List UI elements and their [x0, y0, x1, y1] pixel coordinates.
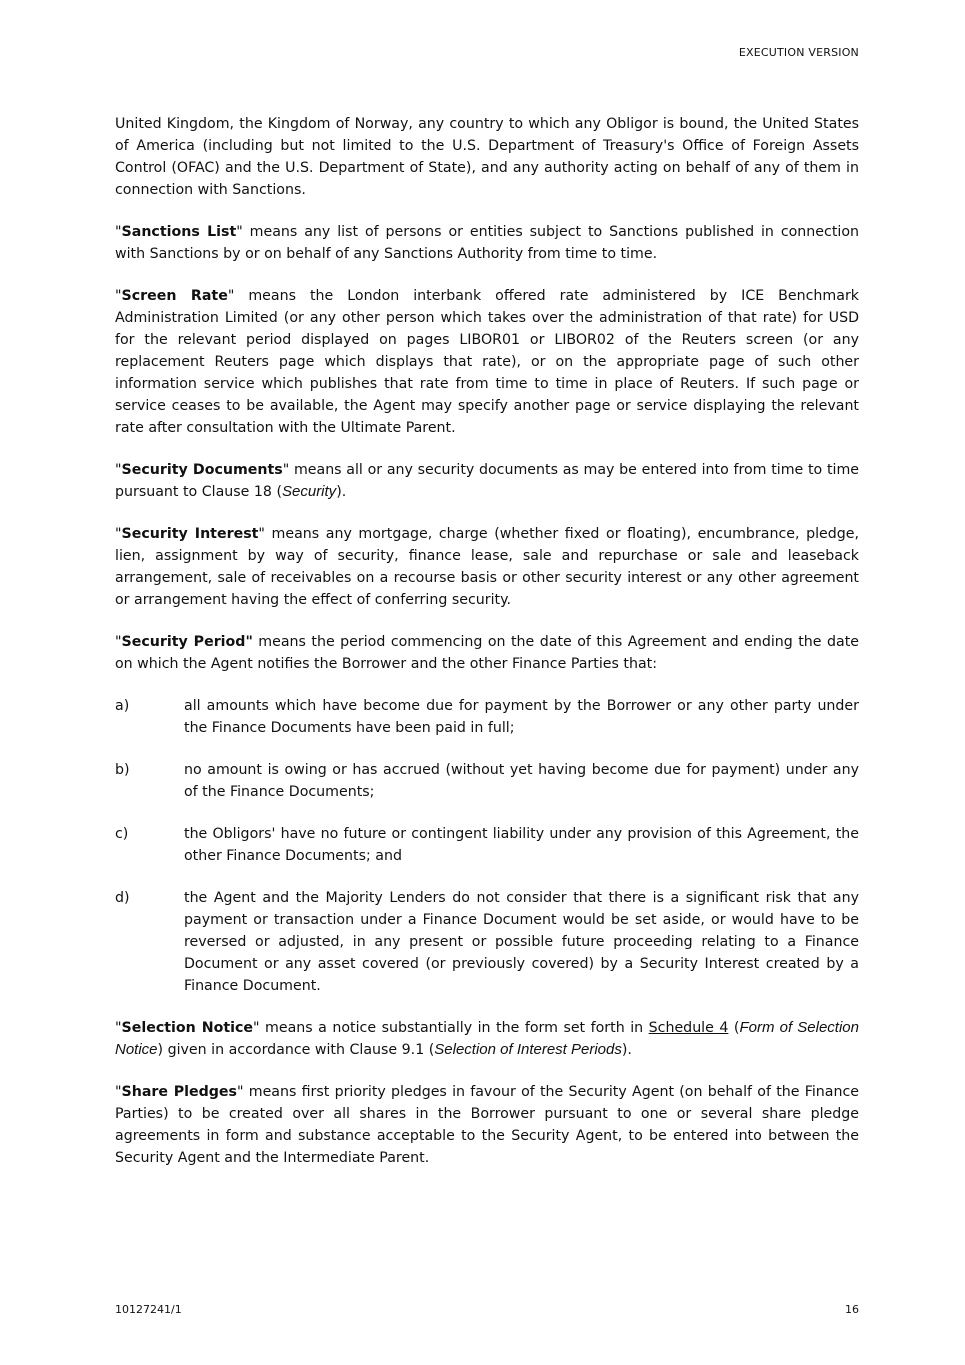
text-run: " means the London interbank offered rate administered by ICE Benchmark Administration Limited (or any other person which takes over the administration of that rate) for USD for the relevant period displayed on pages LIBOR01 or LIBOR02 of the Reuters screen (or any replacement Reuters page which displays that rate), or on the appropriate page of such other information service which publishes that rate from time to time in place of Reuters. If such page or service ceases to be available, the Agent may specify another page or service displaying the relevant rate after consultation with the Ultimate Parent. [115, 288, 859, 436]
definition-paragraph [115, 113, 859, 201]
schedule-reference: Schedule 4 [648, 1020, 729, 1036]
italic-reference: Selection of Interest Periods [434, 1041, 622, 1058]
definition-paragraph [115, 1081, 859, 1169]
definition-paragraph [115, 523, 859, 611]
list-item-label: b) [115, 762, 130, 778]
definition-paragraph [115, 285, 859, 439]
text-run: United Kingdom, the Kingdom of Norway, any country to which any Obligor is bound, the United States of America (including but not limited to the U.S. Department of Treasury's Office of Foreign Assets Control (OFAC) and the U.S. Department of State), and any authority acting on behalf of any of them in connection with Sanctions. [115, 116, 859, 198]
list-item-text [184, 759, 859, 803]
document-body [115, 113, 859, 1189]
list-item-text [184, 887, 859, 997]
text-run: ). [336, 484, 347, 500]
text-run: " [115, 462, 122, 478]
definition-paragraph [115, 459, 859, 503]
list-item [115, 695, 859, 739]
text-run: " means all or any security documents as may be entered into from time to time pursuant to Clause 18 ( [115, 462, 859, 500]
defined-term: Selection Notice [121, 1020, 253, 1036]
text-run: " [115, 526, 122, 542]
defined-term: Screen Rate [121, 288, 228, 304]
text-run: " [115, 634, 122, 650]
definition-paragraph [115, 1017, 859, 1061]
list-item-label: a) [115, 698, 130, 714]
text-run: " [115, 1020, 122, 1036]
defined-term: Sanctions List [121, 224, 237, 240]
text-run: the Obligors' have no future or contingent liability under any provision of this Agreement, the other Finance Documents; and [184, 826, 859, 864]
defined-term: Security Interest [121, 526, 259, 542]
list-item-label: d) [115, 890, 130, 906]
text-run: " means any list of persons or entities subject to Sanctions published in connection with Sanctions by or on behalf of any Sanctions Authority from time to time. [115, 224, 859, 262]
text-run: " means any mortgage, charge (whether fixed or floating), encumbrance, pledge, lien, assignment by way of security, finance lease, sale and repurchase or sale and leaseback arrangement, sale of receivables on a recourse basis or other security interest or any other agreement or arrangement having the effect of conferring security. [115, 526, 859, 608]
list-item [115, 887, 859, 997]
text-run: the Agent and the Majority Lenders do not consider that there is a significant risk that any payment or transaction under a Finance Document would be set aside, or would have to be reversed or adjusted, in any present or possible future proceeding relating to a Finance Document or any asset covered (or previously covered) by a Security Interest created by a Finance Document. [184, 890, 859, 994]
page-number: 16 [845, 1303, 859, 1316]
definition-paragraph [115, 631, 859, 675]
text-run: " [115, 224, 122, 240]
text-run: no amount is owing or has accrued (without yet having become due for payment) under any of the Finance Documents; [184, 762, 859, 800]
italic-reference: Form of Selection Notice [115, 1019, 859, 1058]
text-run: " [115, 288, 122, 304]
text-run: ) given in accordance with Clause 9.1 ( [157, 1042, 435, 1058]
list-item-text [184, 695, 859, 739]
defined-term: Share Pledges [121, 1084, 237, 1100]
definition-paragraph [115, 221, 859, 265]
defined-term: Security Documents [121, 462, 283, 478]
italic-reference: Security [282, 483, 337, 500]
list-item [115, 823, 859, 867]
text-run: ( [728, 1020, 740, 1036]
list-item-label: c) [115, 826, 129, 842]
list-item-text [184, 823, 859, 867]
text-run: all amounts which have become due for payment by the Borrower or any other party under the Finance Documents have been paid in full; [184, 698, 859, 736]
text-run: " means first priority pledges in favour of the Security Agent (on behalf of the Finance Parties) to be created over all shares in the Borrower pursuant to one or several share pledge agreements in form and substance acceptable to the Security Agent, to be entered into between the Security Agent and the Intermediate Parent. [115, 1084, 860, 1166]
list-item [115, 759, 859, 803]
text-run: " [115, 1084, 122, 1100]
document-number: 10127241/1 [115, 1303, 182, 1316]
text-run: means the period commencing on the date of this Agreement and ending the date on which the Agent notifies the Borrower and the other Finance Parties that: [115, 634, 859, 672]
defined-term: Security Period" [121, 634, 253, 650]
text-run: " means a notice substantially in the form set forth in [253, 1020, 649, 1036]
text-run: ). [621, 1042, 632, 1058]
execution-version-header: EXECUTION VERSION [738, 46, 859, 59]
